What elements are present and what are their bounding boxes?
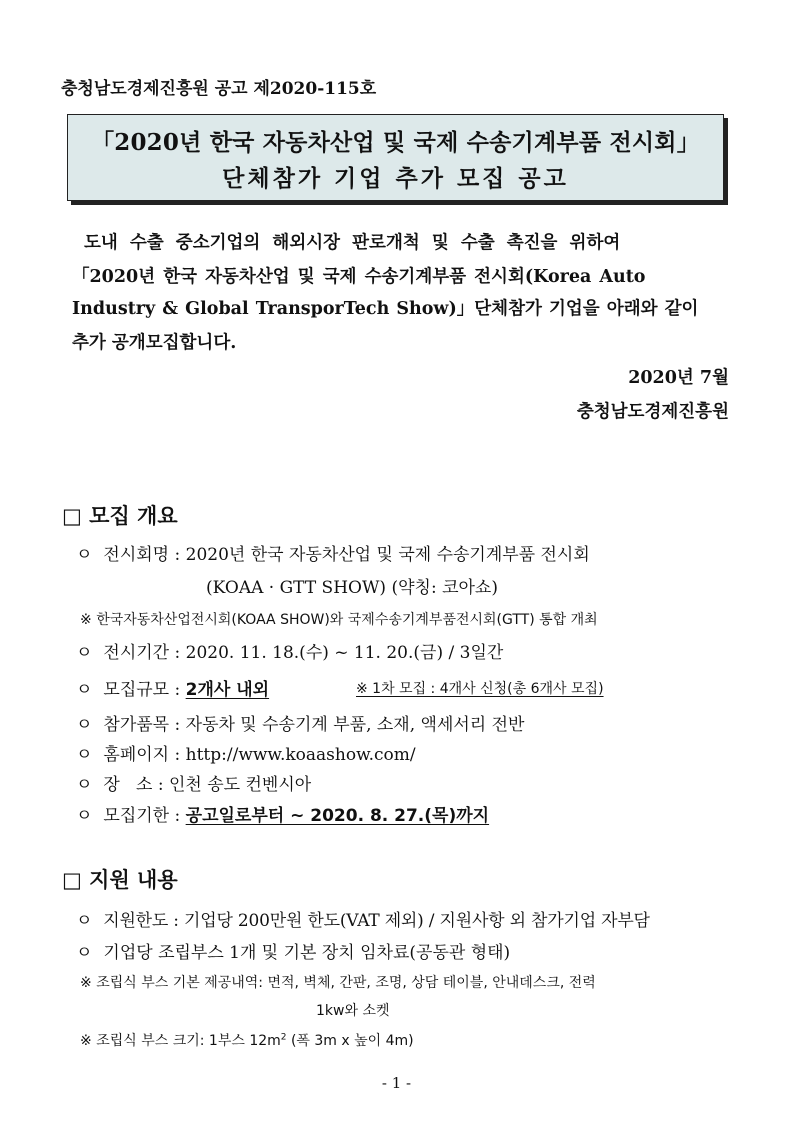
scale-note: ※ 1차 모집 : 4개사 신청(총 6개사 모집) [356,681,604,697]
exhibit-value-continued: (KOAA · GTT SHOW) (약칭: 코아쇼) [206,578,498,598]
notice-date: 2020년 7월 [628,368,729,388]
intro-line-4: 추가 공개모집합니다. [72,333,237,353]
list-item-booth [76,938,510,963]
title-box [67,114,724,201]
homepage-link[interactable]: http://www.koaashow.com/ [185,745,416,765]
intro-line-1: 도내 수출 중소기업의 해외시장 판로개척 및 수출 촉진을 위하여 [84,233,621,253]
superscript-two: 2 [280,1032,287,1043]
booth-note-1 [80,972,596,992]
intro-line-2: 「2020년 한국 자동차산업 및 국제 수송기계부품 전시회(Korea Auto [72,267,646,287]
booth-note-2 [80,1030,414,1050]
bullet-icon: ㅇ [76,643,93,663]
booth-note-1-continued: 1kw와 소켓 [316,1003,390,1019]
list-item-exhibition-name [76,540,590,565]
scale-value: 2개사 내외 [185,680,270,700]
section-heading-support: □ 지원 내용 [62,867,178,892]
bullet-icon: ㅇ [76,775,93,795]
bullet-icon: ㅇ [76,943,93,963]
page-number: - 1 - [381,1074,412,1092]
notice-number: 충청남도경제진흥원 공고 제2020-115호 [61,79,377,99]
support-limit-text: 지원한도 : 기업당 200만원 한도(VAT 제외) / 지원사항 외 참가기업 자부담 [103,911,650,931]
exhibit-label: 전시회명 : [103,545,181,565]
venue-label: 장 소 : [103,775,164,795]
booth-text: 기업당 조립부스 1개 및 기본 장치 임차료(공동관 형태) [103,943,511,963]
list-item-deadline [76,801,489,826]
period-value: 2020. 11. 18.(수) ~ 11. 20.(금) / 3일간 [185,643,504,663]
issuing-organization: 충청남도경제진흥원 [576,402,729,422]
note-mark-icon: ※ [80,1033,92,1049]
exhibit-note-text: 한국자동차산업전시회(KOAA SHOW)와 국제수송기계부품전시회(GTT) 통합 개최 [96,612,598,628]
list-item-scale [76,675,269,700]
list-item-period [76,638,503,663]
bullet-icon: ㅇ [76,911,93,931]
list-item-products [76,710,524,735]
note-mark-icon: ※ [80,612,92,628]
section-heading-recruitment: □ 모집 개요 [62,503,178,528]
venue-value: 인천 송도 컨벤시아 [169,775,312,795]
title-line-1: 「2020년 한국 자동차산업 및 국제 수송기계부품 전시회」 [91,129,700,156]
bullet-icon: ㅇ [76,545,93,565]
bullet-icon: ㅇ [76,680,93,700]
deadline-label: 모집기한 : [103,806,181,826]
list-item-support-limit [76,906,650,931]
booth-note-2-text: 조립식 부스 크기: 1부스 12m [96,1033,281,1049]
bullet-icon: ㅇ [76,745,93,765]
exhibit-value: 2020년 한국 자동차산업 및 국제 수송기계부품 전시회 [185,545,590,565]
items-label: 참가품목 : [103,715,181,735]
deadline-value: 공고일로부터 ~ 2020. 8. 27.(목)까지 [185,806,490,826]
list-item-homepage [76,740,416,765]
scale-label: 모집규모 : [103,680,181,700]
note-mark-icon: ※ [80,975,92,991]
title-line-2: 단체참가 기업 추가 모집 공고 [222,165,569,192]
booth-note-1-text: 조립식 부스 기본 제공내역: 면적, 벽체, 간판, 조명, 상담 테이블, 안내데스크, 전력 [96,975,596,991]
items-value: 자동차 및 수송기계 부품, 소재, 액세서리 전반 [185,715,525,735]
period-label: 전시기간 : [103,643,181,663]
bullet-icon: ㅇ [76,715,93,735]
intro-line-3: Industry & Global TransporTech Show)」단체참가 기업을 아래와 같이 [72,299,699,319]
homepage-label: 홈페이지 : [103,745,181,765]
booth-note-2-tail: (폭 3m x 높이 4m) [286,1033,414,1049]
list-item-venue [76,770,311,795]
exhibit-note [80,609,598,629]
bullet-icon: ㅇ [76,806,93,826]
